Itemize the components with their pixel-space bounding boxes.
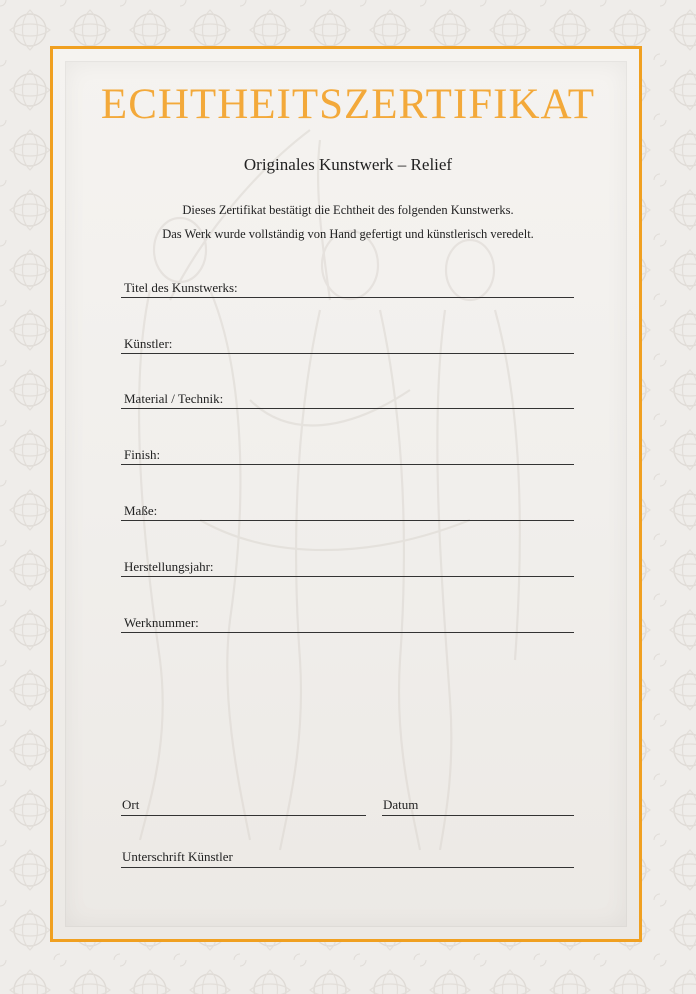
certificate-title: ECHTHEITSZERTIFIKAT [100, 81, 596, 128]
dimensions-field[interactable] [121, 502, 574, 521]
intro-text-line-1: Dieses Zertifikat bestätigt die Echtheit des folgenden Kunstwerks. [182, 203, 514, 217]
production-year-label: Herstellungsjahr: [124, 559, 214, 574]
artwork-title-label: Titel des Kunstwerks: [124, 280, 238, 295]
intro-text-line-2: Das Werk wurde vollständig von Hand gefertigt und künstlerisch veredelt. [162, 227, 534, 241]
artist-signature-field[interactable] [121, 849, 574, 868]
material-technique-field[interactable] [121, 390, 574, 409]
artist-label: Künstler: [124, 336, 173, 351]
production-year-field[interactable] [121, 558, 574, 577]
artist-signature-label: Unterschrift Künstler [122, 849, 233, 864]
place-field[interactable] [121, 797, 366, 816]
artwork-title-field[interactable] [121, 279, 574, 298]
artist-field[interactable] [121, 335, 574, 354]
dimensions-label: Maße: [124, 503, 158, 518]
work-number-label: Werknummer: [124, 615, 199, 630]
date-field[interactable] [382, 797, 574, 816]
finish-field[interactable] [121, 446, 574, 465]
material-technique-label: Material / Technik: [124, 391, 224, 406]
date-label: Datum [383, 797, 419, 812]
work-number-field[interactable] [121, 614, 574, 633]
certificate-subtitle: Originales Kunstwerk – Relief [243, 155, 453, 174]
place-label: Ort [122, 797, 140, 812]
finish-label: Finish: [124, 447, 161, 462]
